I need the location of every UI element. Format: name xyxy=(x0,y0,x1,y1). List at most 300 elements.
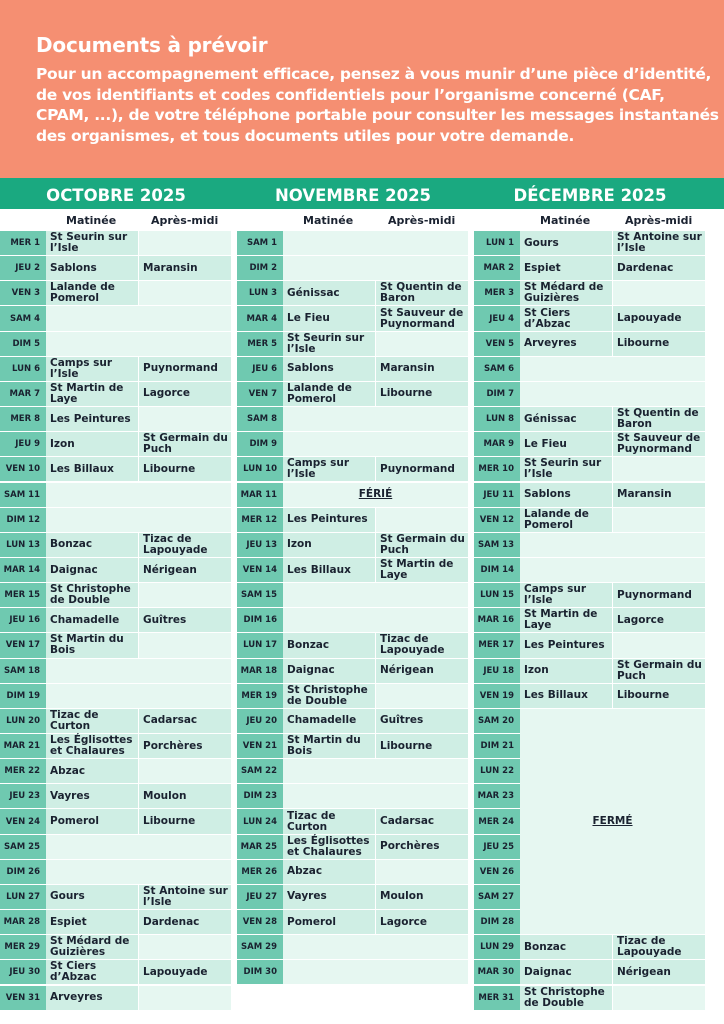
closed-block: FERMÉ xyxy=(520,709,705,934)
day-row xyxy=(0,306,232,330)
day-row xyxy=(237,734,469,758)
day-label: VEN 21 xyxy=(237,734,283,758)
morning-cell: Pomerol xyxy=(46,809,138,833)
empty-cell xyxy=(283,960,468,984)
morning-cell: Tizac de Curton xyxy=(283,809,375,833)
morning-cell: Tizac de Curton xyxy=(46,709,138,733)
day-row xyxy=(237,960,469,984)
afternoon-cell: Porchères xyxy=(376,835,468,859)
afternoon-cell: Lapouyade xyxy=(613,306,705,330)
day-label: LUN 8 xyxy=(474,407,520,431)
morning-cell: Camps sur l’Isle xyxy=(46,357,138,381)
day-row xyxy=(237,860,469,884)
day-row xyxy=(0,332,232,356)
day-label: VEN 3 xyxy=(0,281,46,305)
morning-cell: Abzac xyxy=(46,759,138,783)
morning-cell: Gours xyxy=(46,885,138,909)
day-label: MAR 14 xyxy=(0,558,46,582)
day-row xyxy=(0,633,232,657)
day-row xyxy=(0,860,232,884)
afternoon-cell: Puynormand xyxy=(613,583,705,607)
afternoon-cell: Puynormand xyxy=(139,357,231,381)
day-row xyxy=(237,508,469,532)
morning-cell: St Martin du Bois xyxy=(283,734,375,758)
morning-cell: Chamadelle xyxy=(283,709,375,733)
morning-cell: Vayres xyxy=(46,784,138,808)
day-label: DIM 16 xyxy=(237,608,283,632)
empty-cell xyxy=(520,382,705,406)
day-row xyxy=(0,709,232,733)
day-row xyxy=(0,382,232,406)
afternoon-cell: Cadarsac xyxy=(376,809,468,833)
morning-cell: Daignac xyxy=(46,558,138,582)
morning-cell: Le Fieu xyxy=(520,432,612,456)
day-label: MER 19 xyxy=(237,684,283,708)
afternoon-header: Après-midi xyxy=(388,214,456,227)
empty-cell xyxy=(520,558,705,582)
morning-cell: Camps sur l’Isle xyxy=(520,583,612,607)
empty-cell xyxy=(46,306,231,330)
day-row xyxy=(237,709,469,733)
day-label: MER 1 xyxy=(0,231,46,255)
day-label: MAR 18 xyxy=(237,659,283,683)
morning-cell: Vayres xyxy=(283,885,375,909)
empty-cell xyxy=(283,231,468,255)
day-label: VEN 31 xyxy=(0,986,46,1010)
afternoon-cell xyxy=(613,633,705,657)
morning-cell: Izon xyxy=(520,659,612,683)
day-label: DIM 2 xyxy=(237,256,283,280)
day-label: VEN 12 xyxy=(474,508,520,532)
morning-cell: Chamadelle xyxy=(46,608,138,632)
empty-cell xyxy=(46,659,231,683)
morning-cell: Les Billaux xyxy=(283,558,375,582)
day-row xyxy=(0,432,232,456)
morning-cell: Le Fieu xyxy=(283,306,375,330)
day-row xyxy=(0,281,232,305)
morning-cell: St Seurin sur l’Isle xyxy=(520,457,612,481)
day-label: JEU 20 xyxy=(237,709,283,733)
afternoon-cell xyxy=(139,759,231,783)
day-label: DIM 28 xyxy=(474,910,520,934)
day-label: MAR 25 xyxy=(237,835,283,859)
day-label: DIM 12 xyxy=(0,508,46,532)
day-row xyxy=(237,256,469,280)
day-row xyxy=(237,483,469,507)
day-row xyxy=(474,357,706,381)
afternoon-cell xyxy=(139,633,231,657)
day-row xyxy=(0,935,232,959)
afternoon-cell: Maransin xyxy=(376,357,468,381)
day-label: MER 31 xyxy=(474,986,520,1010)
column-headers xyxy=(0,209,232,231)
day-label: LUN 1 xyxy=(474,231,520,255)
day-label: LUN 24 xyxy=(237,809,283,833)
day-row xyxy=(474,684,706,708)
day-row xyxy=(0,684,232,708)
day-label: LUN 15 xyxy=(474,583,520,607)
afternoon-cell: Libourne xyxy=(139,809,231,833)
day-row xyxy=(0,784,232,808)
day-label: MER 10 xyxy=(474,457,520,481)
empty-cell xyxy=(283,759,468,783)
day-row xyxy=(0,986,232,1010)
morning-cell: Sablons xyxy=(520,483,612,507)
empty-cell xyxy=(520,533,705,557)
morning-cell: St Ciers d’Abzac xyxy=(520,306,612,330)
day-label: JEU 4 xyxy=(474,306,520,330)
morning-cell: Les Peintures xyxy=(520,633,612,657)
day-label: DIM 26 xyxy=(0,860,46,884)
day-label: MAR 2 xyxy=(474,256,520,280)
day-label: JEU 9 xyxy=(0,432,46,456)
day-label: MAR 30 xyxy=(474,960,520,984)
morning-cell: St Christophe de Double xyxy=(283,684,375,708)
day-label: LUN 20 xyxy=(0,709,46,733)
month-title: DÉCEMBRE 2025 xyxy=(513,186,667,205)
day-row xyxy=(0,583,232,607)
day-row xyxy=(0,231,232,255)
day-label: VEN 14 xyxy=(237,558,283,582)
day-row xyxy=(0,558,232,582)
morning-cell: Bonzac xyxy=(520,935,612,959)
day-label: SAM 8 xyxy=(237,407,283,431)
day-row xyxy=(474,457,706,481)
day-row xyxy=(237,281,469,305)
afternoon-cell: Tizac de Lapouyade xyxy=(613,935,705,959)
day-row xyxy=(474,659,706,683)
day-row xyxy=(0,759,232,783)
day-row xyxy=(237,332,469,356)
day-label: SAM 1 xyxy=(237,231,283,255)
day-label: SAM 11 xyxy=(0,483,46,507)
afternoon-cell: St Quentin de Baron xyxy=(613,407,705,431)
day-row xyxy=(474,558,706,582)
day-label: MAR 7 xyxy=(0,382,46,406)
day-label: LUN 29 xyxy=(474,935,520,959)
day-label: DIM 19 xyxy=(0,684,46,708)
day-label: JEU 16 xyxy=(0,608,46,632)
day-label: MER 12 xyxy=(237,508,283,532)
afternoon-cell xyxy=(613,508,705,532)
day-row xyxy=(237,608,469,632)
afternoon-cell: Moulon xyxy=(376,885,468,909)
morning-cell: Daignac xyxy=(520,960,612,984)
afternoon-cell: Tizac de Lapouyade xyxy=(139,533,231,557)
morning-cell: St Ciers d’Abzac xyxy=(46,960,138,984)
morning-cell: St Martin du Bois xyxy=(46,633,138,657)
afternoon-cell: Moulon xyxy=(139,784,231,808)
empty-cell xyxy=(46,860,231,884)
morning-cell: Génissac xyxy=(283,281,375,305)
afternoon-cell xyxy=(376,684,468,708)
morning-cell: Gours xyxy=(520,231,612,255)
morning-cell: Génissac xyxy=(520,407,612,431)
morning-header: Matinée xyxy=(66,214,117,227)
day-row xyxy=(0,508,232,532)
afternoon-cell xyxy=(139,281,231,305)
morning-cell: Les Églisottes et Chalaures xyxy=(46,734,138,758)
day-label: SAM 22 xyxy=(237,759,283,783)
day-label: JEU 13 xyxy=(237,533,283,557)
day-label: LUN 10 xyxy=(237,457,283,481)
day-label: SAM 15 xyxy=(237,583,283,607)
day-label: VEN 19 xyxy=(474,684,520,708)
day-label: DIM 21 xyxy=(474,734,520,758)
day-row xyxy=(237,885,469,909)
afternoon-cell: Dardenac xyxy=(139,910,231,934)
empty-cell xyxy=(283,583,468,607)
afternoon-cell: Lapouyade xyxy=(139,960,231,984)
day-label: SAM 4 xyxy=(0,306,46,330)
empty-cell xyxy=(283,784,468,808)
afternoon-cell: St Quentin de Baron xyxy=(376,281,468,305)
afternoon-cell xyxy=(139,986,231,1010)
empty-cell xyxy=(283,432,468,456)
day-row xyxy=(474,633,706,657)
day-row xyxy=(0,533,232,557)
day-row xyxy=(474,306,706,330)
afternoon-cell xyxy=(139,583,231,607)
day-label: MER 5 xyxy=(237,332,283,356)
day-row xyxy=(237,835,469,859)
day-label: DIM 9 xyxy=(237,432,283,456)
day-row xyxy=(237,533,469,557)
day-row xyxy=(0,457,232,481)
morning-cell: Lalande de Pomerol xyxy=(520,508,612,532)
day-row xyxy=(474,935,706,959)
afternoon-header: Après-midi xyxy=(625,214,693,227)
day-row xyxy=(0,659,232,683)
day-label: MER 24 xyxy=(474,809,520,833)
day-row xyxy=(237,432,469,456)
empty-cell xyxy=(46,332,231,356)
morning-cell: St Christophe de Double xyxy=(46,583,138,607)
day-label: SAM 29 xyxy=(237,935,283,959)
empty-cell xyxy=(520,357,705,381)
day-row xyxy=(474,583,706,607)
day-row xyxy=(474,382,706,406)
day-label: DIM 30 xyxy=(237,960,283,984)
day-label: VEN 28 xyxy=(237,910,283,934)
day-row xyxy=(474,332,706,356)
afternoon-cell xyxy=(139,935,231,959)
morning-cell: St Martin de Laye xyxy=(46,382,138,406)
day-row xyxy=(474,281,706,305)
day-row xyxy=(237,583,469,607)
day-label: MAR 21 xyxy=(0,734,46,758)
day-label: LUN 6 xyxy=(0,357,46,381)
day-label: MER 3 xyxy=(474,281,520,305)
afternoon-cell xyxy=(613,986,705,1010)
afternoon-header: Après-midi xyxy=(151,214,219,227)
empty-cell xyxy=(46,483,231,507)
morning-cell: Les Peintures xyxy=(283,508,375,532)
afternoon-cell: Libourne xyxy=(139,457,231,481)
day-row xyxy=(237,382,469,406)
morning-cell: Izon xyxy=(46,432,138,456)
day-label: JEU 27 xyxy=(237,885,283,909)
afternoon-cell: St Sauveur de Puynormand xyxy=(613,432,705,456)
day-label: MAR 16 xyxy=(474,608,520,632)
empty-cell xyxy=(283,608,468,632)
day-row xyxy=(237,659,469,683)
afternoon-cell: Porchères xyxy=(139,734,231,758)
day-label: JEU 11 xyxy=(474,483,520,507)
day-row xyxy=(237,784,469,808)
afternoon-cell xyxy=(139,231,231,255)
morning-cell: Les Billaux xyxy=(46,457,138,481)
day-row xyxy=(237,407,469,431)
day-row xyxy=(237,558,469,582)
morning-cell: St Christophe de Double xyxy=(520,986,612,1010)
afternoon-cell: St Antoine sur l’Isle xyxy=(613,231,705,255)
day-row xyxy=(474,986,706,1010)
day-label: MAR 11 xyxy=(237,483,283,507)
afternoon-cell: Libourne xyxy=(376,382,468,406)
day-row xyxy=(0,885,232,909)
day-row xyxy=(0,256,232,280)
afternoon-cell: Dardenac xyxy=(613,256,705,280)
afternoon-cell: Maransin xyxy=(613,483,705,507)
month-title: NOVEMBRE 2025 xyxy=(274,186,432,205)
holiday-cell: FÉRIÉ xyxy=(283,483,468,507)
day-label: MER 17 xyxy=(474,633,520,657)
day-label: MER 29 xyxy=(0,935,46,959)
day-label: SAM 13 xyxy=(474,533,520,557)
afternoon-cell xyxy=(376,860,468,884)
day-label: MAR 9 xyxy=(474,432,520,456)
day-label: SAM 27 xyxy=(474,885,520,909)
empty-cell xyxy=(46,684,231,708)
morning-cell: Lalande de Pomerol xyxy=(283,382,375,406)
day-label: MAR 4 xyxy=(237,306,283,330)
afternoon-cell: St Germain du Puch xyxy=(613,659,705,683)
day-row xyxy=(474,231,706,255)
day-row xyxy=(474,960,706,984)
day-row xyxy=(237,935,469,959)
day-row xyxy=(0,910,232,934)
morning-cell: Sablons xyxy=(283,357,375,381)
morning-cell: Abzac xyxy=(283,860,375,884)
morning-cell: Lalande de Pomerol xyxy=(46,281,138,305)
day-row xyxy=(0,960,232,984)
empty-cell xyxy=(283,935,468,959)
morning-cell: Bonzac xyxy=(283,633,375,657)
month-title: OCTOBRE 2025 xyxy=(46,186,186,205)
day-row xyxy=(237,759,469,783)
afternoon-cell: Lagorce xyxy=(376,910,468,934)
day-label: LUN 17 xyxy=(237,633,283,657)
column-headers xyxy=(474,209,706,231)
morning-header: Matinée xyxy=(303,214,354,227)
day-label: JEU 6 xyxy=(237,357,283,381)
day-label: DIM 23 xyxy=(237,784,283,808)
day-label: SAM 6 xyxy=(474,357,520,381)
day-label: MER 15 xyxy=(0,583,46,607)
afternoon-cell: Nérigean xyxy=(139,558,231,582)
day-label: MER 26 xyxy=(237,860,283,884)
day-label: MAR 28 xyxy=(0,910,46,934)
morning-cell: Arveyres xyxy=(520,332,612,356)
morning-cell: Daignac xyxy=(283,659,375,683)
morning-cell: Camps sur l’Isle xyxy=(283,457,375,481)
month-column-october xyxy=(0,178,232,1004)
day-label: JEU 2 xyxy=(0,256,46,280)
day-row xyxy=(0,608,232,632)
afternoon-cell xyxy=(376,332,468,356)
afternoon-cell: Libourne xyxy=(613,332,705,356)
afternoon-cell: Libourne xyxy=(376,734,468,758)
afternoon-cell: Tizac de Lapouyade xyxy=(376,633,468,657)
day-label: VEN 10 xyxy=(0,457,46,481)
morning-cell: Izon xyxy=(283,533,375,557)
day-label: LUN 22 xyxy=(474,759,520,783)
day-label: DIM 14 xyxy=(474,558,520,582)
day-row xyxy=(474,483,706,507)
day-row xyxy=(237,633,469,657)
afternoon-cell: St Germain du Puch xyxy=(139,432,231,456)
month-column-november xyxy=(237,178,469,978)
morning-cell: St Médard de Guizières xyxy=(520,281,612,305)
day-label: VEN 7 xyxy=(237,382,283,406)
day-row xyxy=(237,457,469,481)
morning-header: Matinée xyxy=(540,214,591,227)
day-label: JEU 18 xyxy=(474,659,520,683)
day-label: JEU 30 xyxy=(0,960,46,984)
day-label: VEN 17 xyxy=(0,633,46,657)
day-row xyxy=(237,910,469,934)
afternoon-cell: Maransin xyxy=(139,256,231,280)
afternoon-cell: St Martin de Laye xyxy=(376,558,468,582)
morning-cell: Bonzac xyxy=(46,533,138,557)
info-text: Pour un accompagnement efficace, pensez à vous munir d’une pièce d’identité, de vos identifiants et codes confidentiels pour l’organisme concerné (CAF, CPAM, ...), de votre téléphone portable pour consulter les messages instantanés des organismes, et tous documents utiles pour votre demande. xyxy=(36,65,719,145)
day-label: SAM 18 xyxy=(0,659,46,683)
day-label: VEN 24 xyxy=(0,809,46,833)
afternoon-cell: Cadarsac xyxy=(139,709,231,733)
day-row xyxy=(474,508,706,532)
empty-cell xyxy=(46,508,231,532)
day-label: MER 8 xyxy=(0,407,46,431)
morning-cell: Pomerol xyxy=(283,910,375,934)
day-label: LUN 27 xyxy=(0,885,46,909)
morning-cell: Espiet xyxy=(520,256,612,280)
day-label: JEU 23 xyxy=(0,784,46,808)
afternoon-cell: St Antoine sur l’Isle xyxy=(139,885,231,909)
afternoon-cell xyxy=(139,407,231,431)
empty-cell xyxy=(283,407,468,431)
day-row xyxy=(237,231,469,255)
morning-cell: Arveyres xyxy=(46,986,138,1010)
day-row xyxy=(0,835,232,859)
day-row xyxy=(474,256,706,280)
afternoon-cell: St Germain du Puch xyxy=(376,533,468,557)
day-label: VEN 5 xyxy=(474,332,520,356)
empty-cell xyxy=(283,256,468,280)
day-row xyxy=(237,684,469,708)
day-label: LUN 3 xyxy=(237,281,283,305)
day-label: LUN 13 xyxy=(0,533,46,557)
afternoon-cell: Puynormand xyxy=(376,457,468,481)
info-banner xyxy=(0,0,724,178)
day-row xyxy=(474,432,706,456)
morning-cell: Les Églisottes et Chalaures xyxy=(283,835,375,859)
day-label: SAM 25 xyxy=(0,835,46,859)
day-row xyxy=(474,407,706,431)
afternoon-cell xyxy=(613,457,705,481)
month-column-december xyxy=(474,178,706,1009)
morning-cell: St Martin de Laye xyxy=(520,608,612,632)
